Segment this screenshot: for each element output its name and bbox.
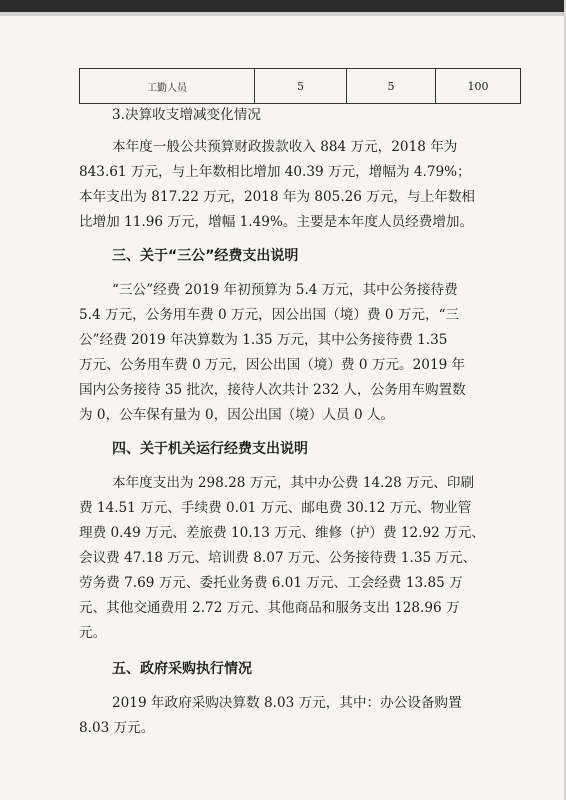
table-row xyxy=(80,69,521,104)
paragraph-line: 国内公务接待 35 批次，接待人次共计 232 人，公务用车购置数 xyxy=(79,382,466,398)
table-cell-value-1: 5 xyxy=(255,69,347,104)
paragraph-line: 843.61 万元，与上年数相比增加 40.39 万元，增幅为 4.79%； xyxy=(79,164,471,180)
section-title-changes: 3.决算收支增减变化情况 xyxy=(112,107,261,123)
heading-agency-operations: 四、关于机关运行经费支出说明 xyxy=(112,441,308,457)
paragraph-line: 万元、公务用车费 0 万元，因公出国（境）费 0 万元。2019 年 xyxy=(79,357,466,373)
paragraph-line: 元、其他交通费用 2.72 万元、其他商品和服务支出 128.96 万 xyxy=(79,600,460,616)
paragraph-line: 元。 xyxy=(79,625,107,641)
paragraph-line: 5.4 万元，公务用车费 0 万元，因公出国（境）费 0 万元，“三 xyxy=(79,307,460,323)
paragraph-line: 为 0，公车保有量为 0，因公出国（境）人员 0 人。 xyxy=(79,407,395,423)
paragraph-line: 本年度支出为 298.28 万元，其中办公费 14.28 万元、印刷 xyxy=(112,475,475,491)
heading-three-public: 三、关于“三公”经费支出说明 xyxy=(112,248,299,264)
paragraph-line: 理费 0.49 万元、差旅费 10.13 万元、维修（护）费 12.92 万元、 xyxy=(79,525,485,541)
scan-top-shadow xyxy=(0,12,566,16)
table-cell-category: 工勤人员 xyxy=(80,69,255,104)
table-cell-value-2: 5 xyxy=(347,69,436,104)
scan-top-band xyxy=(0,0,566,12)
paragraph-line: 比增加 11.96 万元，增幅 1.49%。主要是本年度人员经费增加。 xyxy=(79,214,474,230)
paragraph-line: 公”经费 2019 年决算数为 1.35 万元，其中公务接待费 1.35 xyxy=(79,332,448,348)
paragraph-line: 本年度一般公共预算财政拨款收入 884 万元，2018 年为 xyxy=(112,139,458,155)
paragraph-line: 劳务费 7.69 万元、委托业务费 6.01 万元、工会经费 13.85 万 xyxy=(79,575,463,591)
paragraph-line: “三公”经费 2019 年初预算为 5.4 万元，其中公务接待费 xyxy=(112,282,458,298)
paragraph-line: 费 14.51 万元、手续费 0.01 万元、邮电费 30.12 万元、物业管 xyxy=(79,500,472,516)
paragraph-line: 8.03 万元。 xyxy=(79,720,155,736)
paragraph-line: 会议费 47.18 万元、培训费 8.07 万元、公务接待费 1.35 万元、 xyxy=(79,550,477,566)
paragraph-line: 2019 年政府采购决算数 8.03 万元，其中：办公设备购置 xyxy=(112,695,462,711)
heading-procurement: 五、政府采购执行情况 xyxy=(112,661,252,677)
paragraph-line: 本年支出为 817.22 万元，2018 年为 805.26 万元，与上年数相 xyxy=(79,189,476,205)
staff-table xyxy=(79,68,521,104)
table-cell-value-3: 100 xyxy=(436,69,521,104)
